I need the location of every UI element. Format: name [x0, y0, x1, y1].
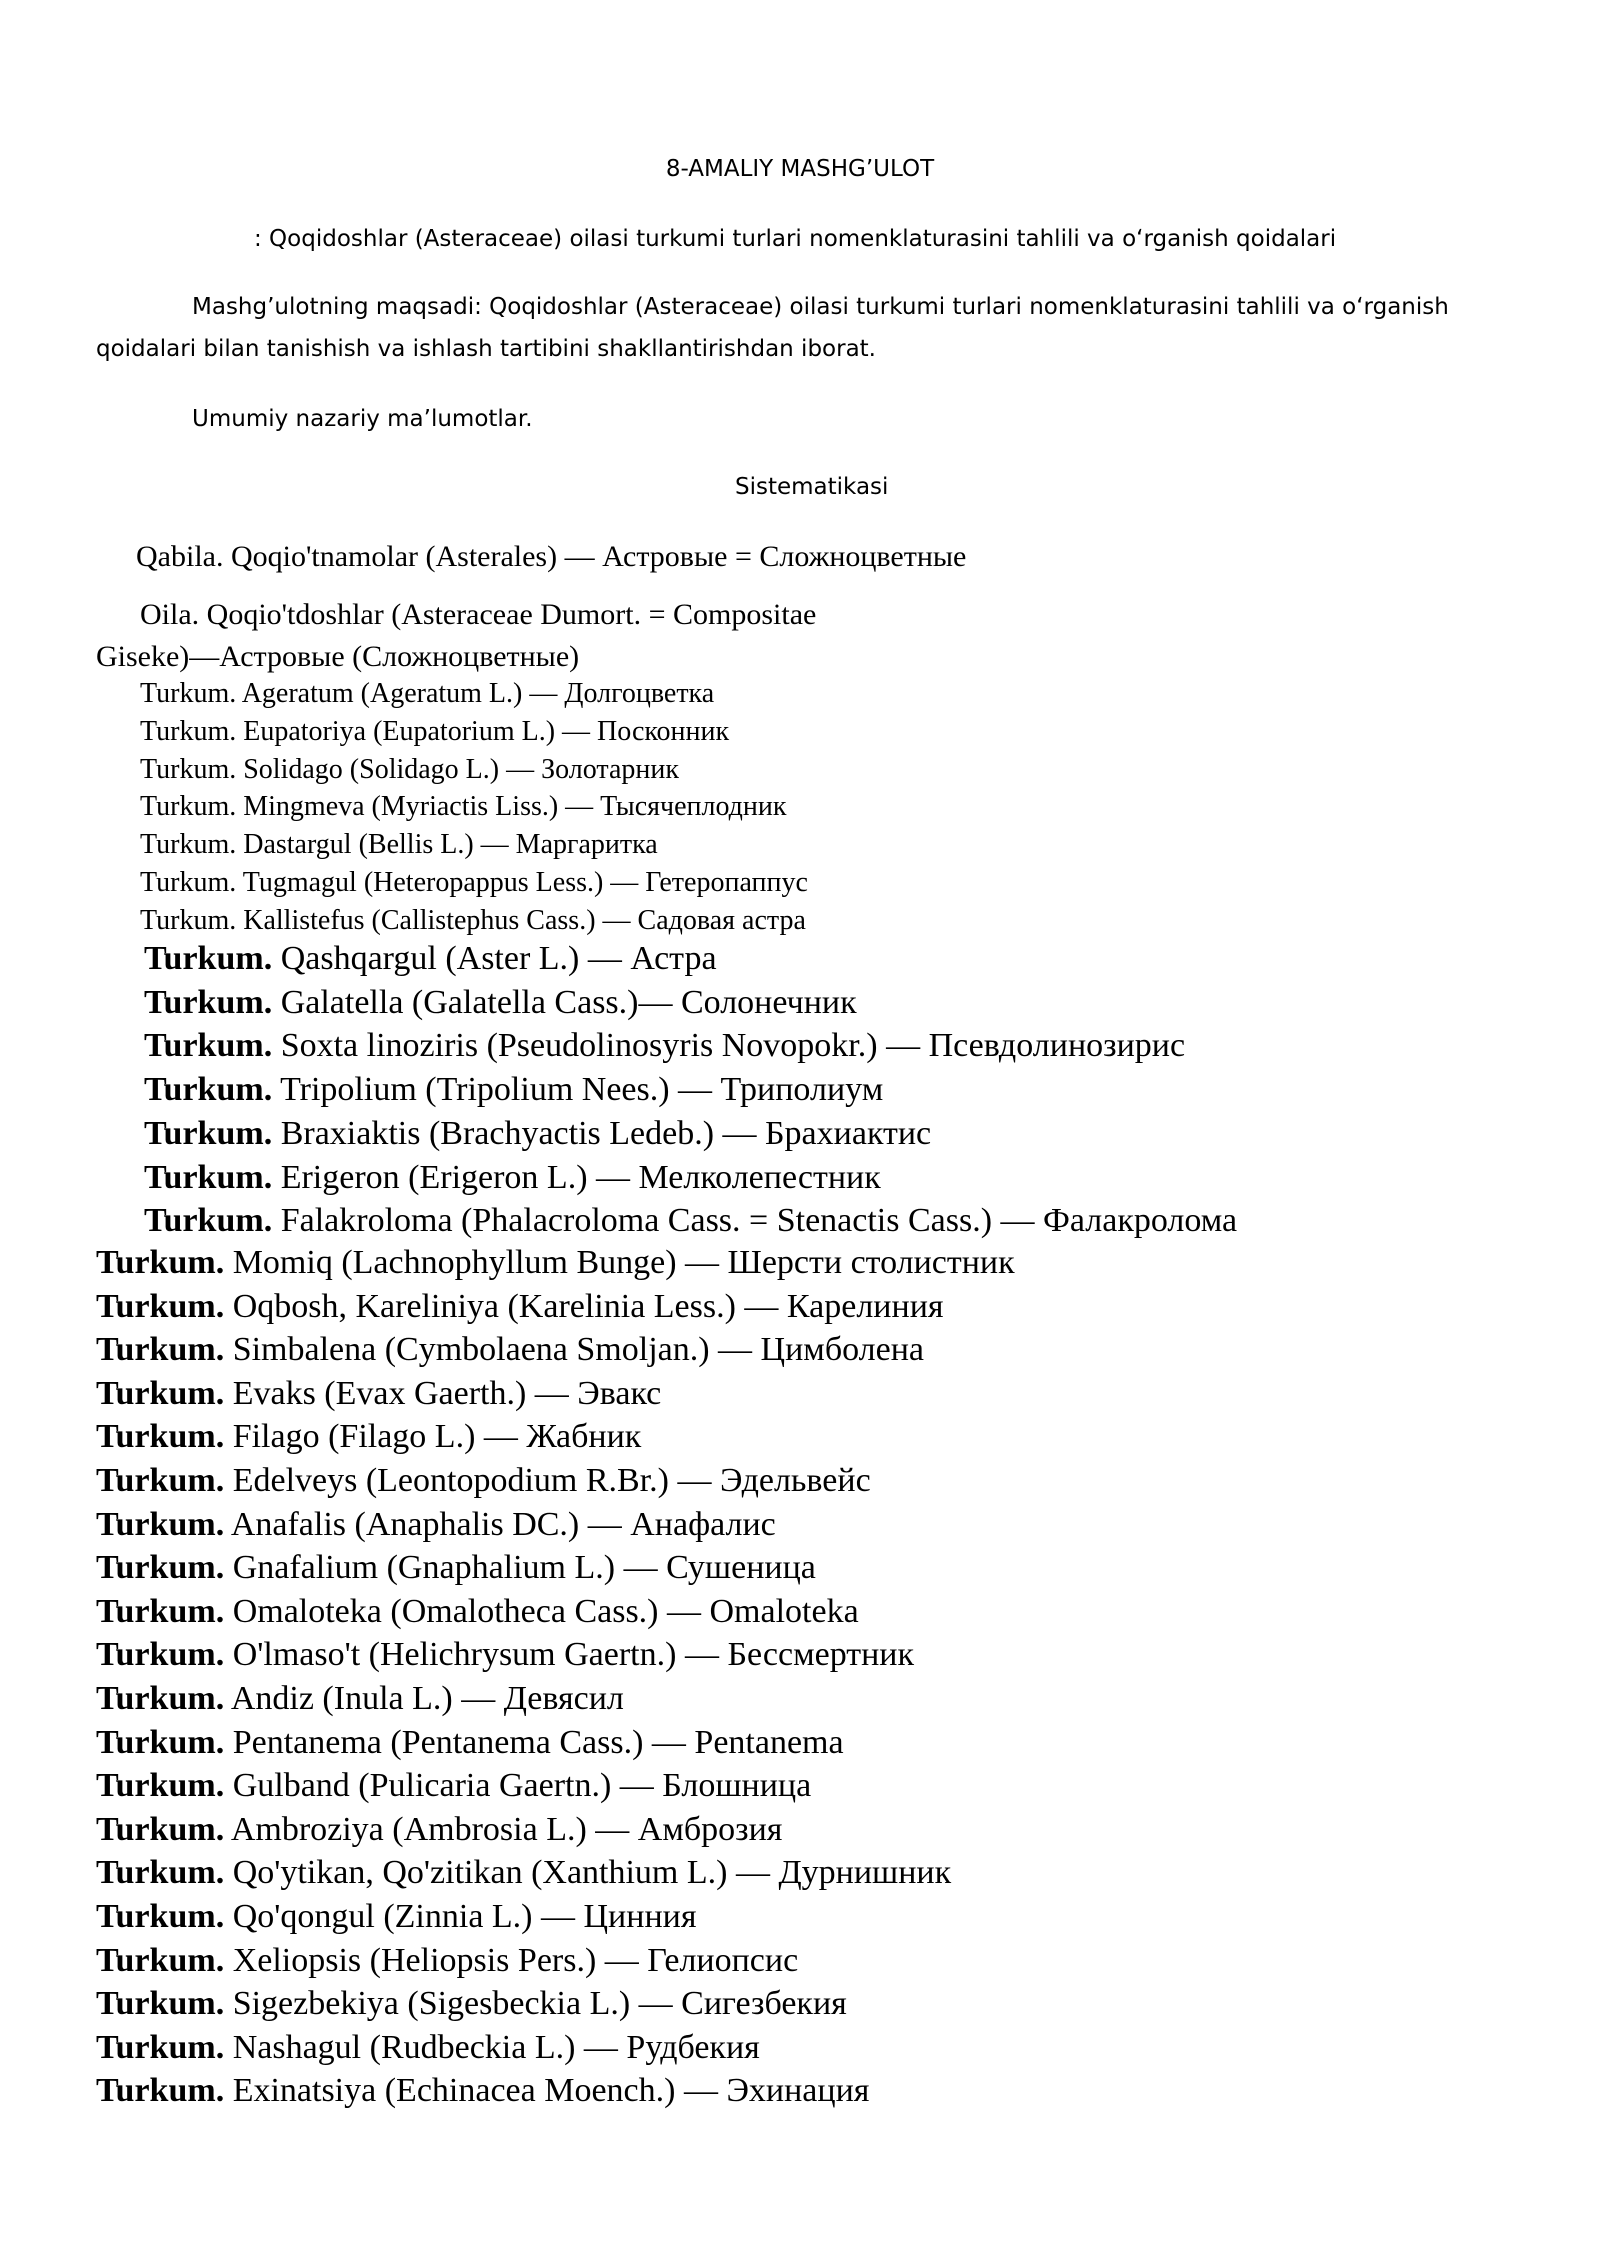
turkum-label: Turkum. [96, 1723, 225, 1761]
genus-line [96, 1331, 924, 1369]
genus-name: Dastargul (Bellis L.) — Маргаритка [236, 829, 658, 861]
genus-line [96, 1636, 914, 1674]
genus-name: Qo'qongul (Zinnia L.) — Цинния [224, 1898, 697, 1935]
genus-line [140, 678, 714, 710]
genus-line [96, 1244, 1015, 1282]
genus-line [140, 905, 806, 937]
turkum-label: Turkum. [96, 1985, 225, 2023]
turkum-label: Turkum. [140, 678, 237, 709]
genus-line [96, 1549, 816, 1587]
genus-name: Mingmeva (Myriactis Liss.) — Тысячеплодник [236, 791, 787, 823]
genus-line [144, 1071, 883, 1109]
systematics-heading: Sistematikasi [735, 474, 889, 500]
turkum-label: Turkum. [144, 1158, 273, 1196]
order-line: Qabila. Qoqio'tnamolar (Asterales) — Астровые = Сложноцветные [136, 540, 967, 573]
genus-line [140, 716, 729, 748]
turkum-label: Turkum. [140, 715, 237, 747]
genus-line [96, 1985, 847, 2023]
turkum-label: Turkum. [144, 1071, 273, 1109]
genus-line [96, 1898, 696, 1936]
genus-name: Ambroziya (Ambrosia L.) — Амброзия [224, 1810, 783, 1848]
turkum-label: Turkum. [144, 1202, 273, 1240]
genus-line [96, 2029, 760, 2067]
genus-name: Andiz (Inula L.) — Девясил [224, 1680, 624, 1717]
turkum-label: Turkum. [96, 1810, 225, 1848]
genus-name: Anafalis (Anaphalis DC.) — Анафалис [224, 1505, 776, 1543]
general-info-heading: Umumiy nazariy ma’lumotlar. [192, 406, 533, 432]
turkum-label: Turkum. [96, 2072, 225, 2110]
genus-name: Braxiaktis (Brachyactis Ledeb.) — Брахиактис [272, 1114, 932, 1152]
genus-name: Falakroloma (Phalacroloma Cass. = Stenactis Cass.) — Фалакролома [272, 1202, 1238, 1240]
genus-name: Tugmagul (Heteropappus Less.) — Гетеропаппус [236, 867, 808, 898]
genus-name: Galatella (Galatella Cass.)— Солонечник [272, 983, 857, 1021]
turkum-label: Turkum. [96, 1898, 225, 1935]
genus-line [96, 1506, 776, 1544]
turkum-label: Turkum. [140, 829, 237, 861]
turkum-label: Turkum. [96, 1331, 225, 1369]
genus-name: O'lmaso't (Helichrysum Gaertn.) — Бессмертник [224, 1636, 915, 1674]
turkum-label: Turkum. [144, 983, 273, 1021]
turkum-label: Turkum. [96, 1287, 225, 1325]
genus-name: Qo'ytikan, Qo'zitikan (Xanthium L.) — Дурнишник [224, 1854, 952, 1892]
genus-line [96, 1288, 944, 1326]
topic-line: : Qoqidoshlar (Asteraceae) oilasi turkumi turlari nomenklaturasini tahlili va oʻrganish qoidalari [254, 226, 1337, 252]
genus-name: Simbalena (Cymbolaena Smoljan.) — Цимболена [224, 1331, 925, 1369]
genus-name: Qashqargul (Aster L.) — Астра [272, 940, 717, 977]
genus-name: Filago (Filago L.) — Жабник [224, 1418, 642, 1456]
turkum-label: Turkum. [140, 904, 237, 936]
genus-line [96, 1811, 782, 1849]
genus-line [96, 1375, 661, 1413]
genus-name: Xeliopsis (Heliopsis Pers.) — Гелиопсис [224, 1941, 799, 1979]
genus-name: Solidago (Solidago L.) — Золотарник [236, 753, 679, 785]
turkum-label: Turkum. [96, 1549, 225, 1587]
turkum-label: Turkum. [96, 1854, 225, 1892]
genus-name: Evaks (Evax Gaerth.) — Эвакс [224, 1374, 662, 1412]
genus-name: Pentanema (Pentanema Cass.) — Pentanema [224, 1723, 844, 1761]
turkum-label: Turkum. [96, 1244, 225, 1281]
genus-line [140, 829, 658, 861]
turkum-label: Turkum. [96, 2028, 225, 2066]
purpose-line-2: qoidalari bilan tanishish va ishlash tartibini shakllantirishdan iborat. [96, 336, 876, 362]
genus-line [96, 1724, 844, 1762]
genus-name: Erigeron (Erigeron L.) — Мелколепестник [272, 1158, 881, 1196]
genus-name: Sigezbekiya (Sigesbeckia L.) — Сигезбекия [224, 1985, 847, 2023]
genus-name: Omaloteka (Omalotheca Cass.) — Omaloteka [224, 1592, 859, 1630]
genus-line [144, 1027, 1185, 1065]
genus-line [144, 1159, 881, 1197]
turkum-label: Turkum. [96, 1941, 225, 1979]
turkum-label: Turkum. [144, 1027, 273, 1065]
genus-name: Nashagul (Rudbeckia L.) — Рудбекия [224, 2028, 760, 2066]
genus-name: Eupatoriya (Eupatorium L.) — Посконник [236, 715, 730, 747]
genus-line [144, 1115, 931, 1153]
turkum-label: Turkum. [96, 1418, 225, 1456]
genus-line [144, 984, 857, 1022]
genus-name: Kallistefus (Callistephus Cass.) — Садовая астра [236, 904, 806, 936]
turkum-label: Turkum. [96, 1374, 225, 1412]
turkum-label: Turkum. [96, 1505, 225, 1543]
genus-name: Oqbosh, Kareliniya (Karelinia Less.) — Карелиния [224, 1287, 944, 1325]
genus-name: Soxta linoziris (Pseudolinosyris Novopokr.) — Псевдолинозирис [272, 1027, 1186, 1065]
genus-line [96, 2072, 869, 2110]
genus-name: Edelveys (Leontopodium R.Br.) — Эдельвейс [224, 1462, 871, 1499]
genus-name: Gulband (Pulicaria Gaertn.) — Блошница [224, 1767, 812, 1805]
turkum-label: Turkum. [96, 1636, 225, 1674]
genus-name: Ageratum (Ageratum L.) — Долгоцветка [236, 678, 715, 709]
turkum-label: Turkum. [96, 1767, 225, 1805]
genus-line [96, 1942, 798, 1980]
turkum-label: Turkum. [140, 867, 237, 898]
page-title: 8-AMALIY MASHG’ULOT [665, 156, 935, 182]
genus-line [96, 1593, 859, 1631]
genus-line [140, 867, 808, 899]
genus-name: Tripolium (Tripolium Nees.) — Триполиум [272, 1071, 884, 1109]
turkum-label: Turkum. [144, 940, 273, 977]
genus-line [96, 1767, 811, 1805]
genus-name: Exinatsiya (Echinacea Moench.) — Эхинация [224, 2072, 870, 2110]
turkum-label: Turkum. [96, 1592, 225, 1630]
turkum-label: Turkum. [144, 1114, 273, 1152]
turkum-label: Turkum. [140, 791, 237, 823]
turkum-label: Turkum. [96, 1462, 225, 1499]
genus-line [144, 940, 717, 978]
turkum-label: Turkum. [140, 753, 237, 785]
genus-line [96, 1854, 951, 1892]
family-line-1: Oila. Qoqio'tdoshlar (Asteraceae Dumort. = Compositae [140, 598, 817, 631]
genus-line [144, 1202, 1237, 1240]
genus-name: Momiq (Lachnophyllum Bunge) — Шерсти столистник [224, 1244, 1015, 1281]
genus-line [140, 754, 679, 786]
genus-line [96, 1418, 641, 1456]
genus-line [96, 1680, 624, 1718]
genus-line [140, 791, 787, 823]
genus-line [96, 1462, 871, 1500]
genus-name: Gnafalium (Gnaphalium L.) — Сушеница [224, 1549, 816, 1587]
turkum-label: Turkum. [96, 1680, 225, 1717]
purpose-line-1: Mashg’ulotning maqsadi: Qoqidoshlar (Asteraceae) oilasi turkumi turlari nomenklaturasini tahlili va oʻrganish [192, 294, 1449, 320]
family-line-2: Giseke)—Астровые (Сложноцветные) [96, 640, 580, 673]
